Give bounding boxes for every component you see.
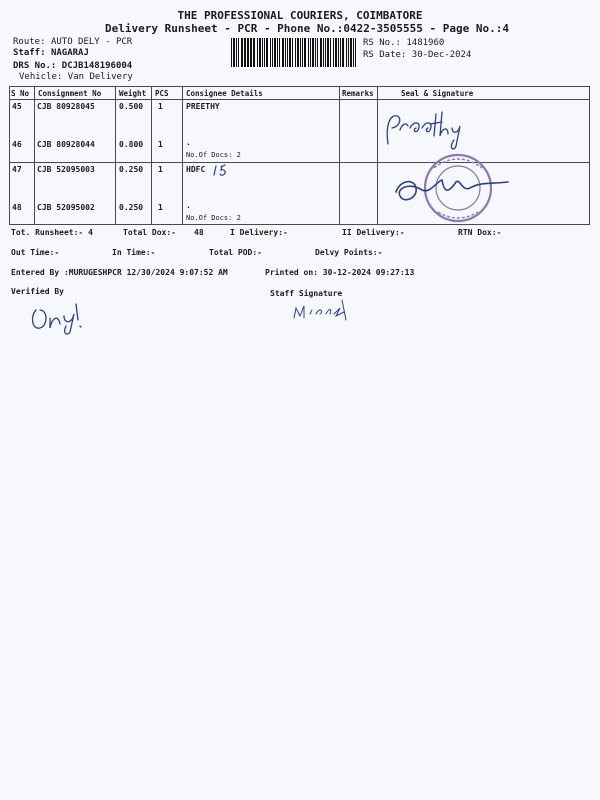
recipient-signature-preethy [376, 108, 486, 152]
col-header-consignment: Consignment No [38, 89, 102, 98]
row-47-consignment: CJB 52095003 [37, 165, 95, 174]
i-delivery: I Delivery:- [230, 228, 288, 237]
drs-value: DCJB148196004 [61, 61, 133, 71]
barcode-bar [262, 38, 263, 67]
rs-no-line [363, 38, 444, 48]
row-46-weight: 0.800 [119, 140, 144, 149]
table-col-rule [34, 86, 35, 224]
row-45-consignee: PREETHY [186, 102, 220, 111]
barcode-bar [287, 38, 288, 67]
barcode-bar [304, 38, 306, 67]
barcode-bar [285, 38, 286, 67]
table-col-rule [151, 86, 152, 224]
route-line [13, 37, 132, 47]
ii-delivery: II Delivery:- [342, 228, 405, 237]
barcode-bar [308, 38, 309, 67]
row-48-sno: 48 [12, 203, 22, 212]
total-dox-value: 48 [194, 228, 204, 237]
drs-line [13, 61, 132, 71]
total-pod: Total POD:- [209, 248, 262, 257]
barcode-bar [270, 38, 271, 67]
in-time: In Time:- [112, 248, 156, 257]
barcode-bar [282, 38, 284, 67]
col-header-consignee: Consignee Details [186, 89, 263, 98]
row-45-consignment: CJB 80928045 [37, 102, 95, 111]
row-48-weight: 0.250 [119, 203, 144, 212]
delvy-points: Delvy Points:- [315, 248, 383, 257]
col-header-sno: S No [11, 89, 30, 98]
barcode-bar [338, 38, 339, 67]
table-top-rule [9, 86, 590, 87]
staff-signature-mark [290, 296, 352, 322]
table-col-rule [9, 86, 10, 224]
row-45-sno: 45 [12, 102, 22, 111]
barcode-bar [350, 38, 352, 67]
barcode-bar [353, 38, 354, 67]
barcode-bar [323, 38, 324, 67]
barcode-bar [236, 38, 237, 67]
verified-by-label: Verified By [11, 287, 64, 296]
barcode-bar [241, 38, 243, 67]
barcode-bar [292, 38, 293, 67]
barcode-bar [244, 38, 246, 67]
col-header-pcs: PCS [155, 89, 169, 98]
barcode-bar [289, 38, 291, 67]
verifier-signature [28, 296, 92, 336]
barcode-bar [315, 38, 316, 67]
rs-date-label: RS Date: [363, 50, 407, 60]
row-47-weight: 0.250 [119, 165, 144, 174]
col-header-weight: Weight [119, 89, 147, 98]
barcode-bar [330, 38, 331, 67]
rs-no-value: 1481960 [406, 38, 445, 48]
total-dox-label: Total Dox:- [123, 228, 176, 237]
barcode-bar [348, 38, 349, 67]
out-time: Out Time:- [11, 248, 60, 257]
company-name: THE PROFESSIONAL COURIERS, COIMBATORE [177, 9, 423, 22]
route-label: Route: [13, 37, 46, 47]
barcode-bar [233, 38, 235, 67]
row-46-consignee: . [186, 138, 191, 147]
barcode-bar [333, 38, 334, 67]
barcode-bar [340, 38, 341, 67]
barcode-bar [327, 38, 329, 67]
vehicle-line [19, 72, 133, 82]
hdfc-handwritten-mark [211, 163, 237, 177]
row-48-pcs: 1 [158, 203, 163, 212]
barcode-bar [335, 38, 337, 67]
col-header-seal: Seal & Signature [401, 89, 474, 98]
barcode-bar [302, 38, 303, 67]
barcode-bar [250, 38, 252, 67]
rs-date-line [363, 50, 471, 60]
barcode-bar [325, 38, 326, 67]
barcode-bar [279, 38, 280, 67]
barcode-image [230, 38, 358, 67]
barcode-bar [317, 38, 318, 67]
row-46-consignment: CJB 80928044 [37, 140, 95, 149]
rs-date-value: 30-Dec-2024 [411, 50, 472, 60]
vehicle-label: Vehicle: [19, 72, 63, 82]
barcode-bar [238, 38, 239, 67]
barcode-bar [300, 38, 301, 67]
rs-no-label: RS No.: [363, 38, 401, 48]
barcode-bar [310, 38, 311, 67]
row-45-weight: 0.500 [119, 102, 144, 111]
table-header-rule [9, 99, 590, 100]
row-48-consignment: CJB 52095002 [37, 203, 95, 212]
row-47-pcs: 1 [158, 165, 163, 174]
table-col-rule [115, 86, 116, 224]
barcode-bar [264, 38, 265, 67]
staff-label: Staff: [13, 48, 46, 58]
barcode-bar [312, 38, 314, 67]
barcode-bar [295, 38, 296, 67]
vehicle-value: Van Delivery [67, 72, 133, 82]
barcode-bar [274, 38, 276, 67]
row-45-pcs: 1 [158, 102, 163, 111]
barcode-bar [320, 38, 322, 67]
table-col-rule [182, 86, 183, 224]
barcode-bar [259, 38, 261, 67]
barcode-bar [297, 38, 299, 67]
printed-on: Printed on: 30-12-2024 09:27:13 [265, 268, 415, 277]
barcode-bar [355, 38, 356, 67]
barcode-bar [266, 38, 268, 67]
staff-signature-label: Staff Signature [270, 289, 343, 298]
row-46-pcs: 1 [158, 140, 163, 149]
row-47-consignee: HDFC [186, 165, 206, 174]
barcode-bar [342, 38, 344, 67]
row-47-sno: 47 [12, 165, 22, 174]
table-col-rule [339, 86, 340, 224]
entered-by: Entered By :MURUGESHPCR 12/30/2024 9:07:52 AM [11, 268, 228, 277]
table-col-rule [589, 86, 590, 224]
barcode-bar [257, 38, 258, 67]
barcode-bar [272, 38, 273, 67]
tot-runsheet: Tot. Runsheet:- 4 [11, 228, 93, 237]
staff-value: NAGARAJ [50, 48, 89, 58]
runsheet-subtitle: Delivery Runsheet - PCR - Phone No.:0422-3505555 - Page No.:4 [105, 22, 509, 35]
col-header-remarks: Remarks [342, 89, 374, 98]
drs-label: DRS No.: [13, 61, 57, 71]
table-col-rule [377, 86, 378, 224]
rtn-dox: RTN Dox:- [458, 228, 502, 237]
row-48-consignee: . [186, 201, 191, 210]
barcode-bar [253, 38, 255, 67]
row-46-sno: 46 [12, 140, 22, 149]
company-seal-stamp [390, 152, 514, 232]
row-46-docs-note: No.Of Docs: 2 [186, 151, 241, 159]
barcode-bar [277, 38, 278, 67]
barcode-bar [247, 38, 249, 67]
route-value: AUTO DELY - PCR [50, 37, 133, 47]
row-48-docs-note: No.Of Docs: 2 [186, 214, 241, 222]
staff-line [13, 48, 89, 58]
barcode-bar [231, 38, 232, 67]
barcode-bar [346, 38, 347, 67]
